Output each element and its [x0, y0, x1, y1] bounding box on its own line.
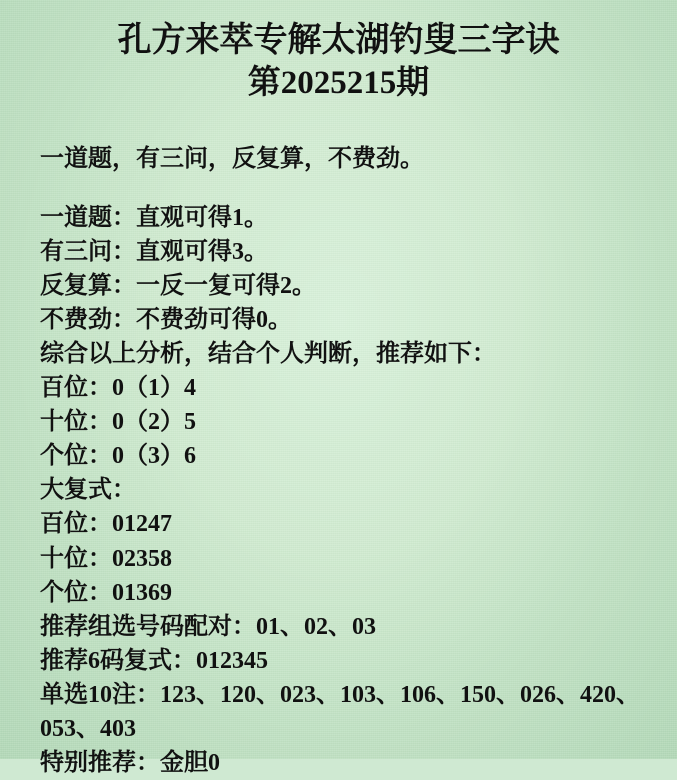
intro-paragraph: 一道题，有三问，反复算，不费劲。: [40, 145, 424, 172]
analysis-line: 个位：0（3）6: [40, 443, 196, 470]
analysis-line: 推荐6码复式：012345: [40, 647, 268, 674]
analysis-line: 一道题：直观可得1。: [40, 204, 268, 231]
analysis-line: 综合以上分析，结合个人判断，推荐如下：: [40, 341, 496, 368]
analysis-line: 个位：01369: [40, 579, 172, 606]
analysis-line: 不费劲：不费劲可得0。: [40, 306, 292, 333]
analysis-line: 特别推荐：金胆0: [40, 749, 220, 776]
title-line-2: 第2025215期: [247, 65, 430, 102]
analysis-line: 十位：0（2）5: [40, 409, 196, 436]
analysis-line: 推荐组选号码配对：01、02、03: [40, 613, 376, 640]
analysis-line: 百位：01247: [40, 511, 172, 538]
analysis-line: 十位：02358: [40, 545, 172, 572]
analysis-line: 单选10注：123、120、023、103、106、150、026、420、053、403: [40, 681, 640, 742]
title-line-1: 孔方来萃专解太湖钓叟三字诀: [117, 22, 560, 59]
analysis-lines: [40, 201, 647, 780]
analysis-line: 反复算：一反一复可得2。: [40, 272, 316, 299]
analysis-line: 大复式：: [40, 477, 136, 504]
analysis-line: 百位：0（1）4: [40, 375, 196, 402]
analysis-line: 有三问：直观可得3。: [40, 238, 268, 265]
page-title: [30, 20, 647, 104]
